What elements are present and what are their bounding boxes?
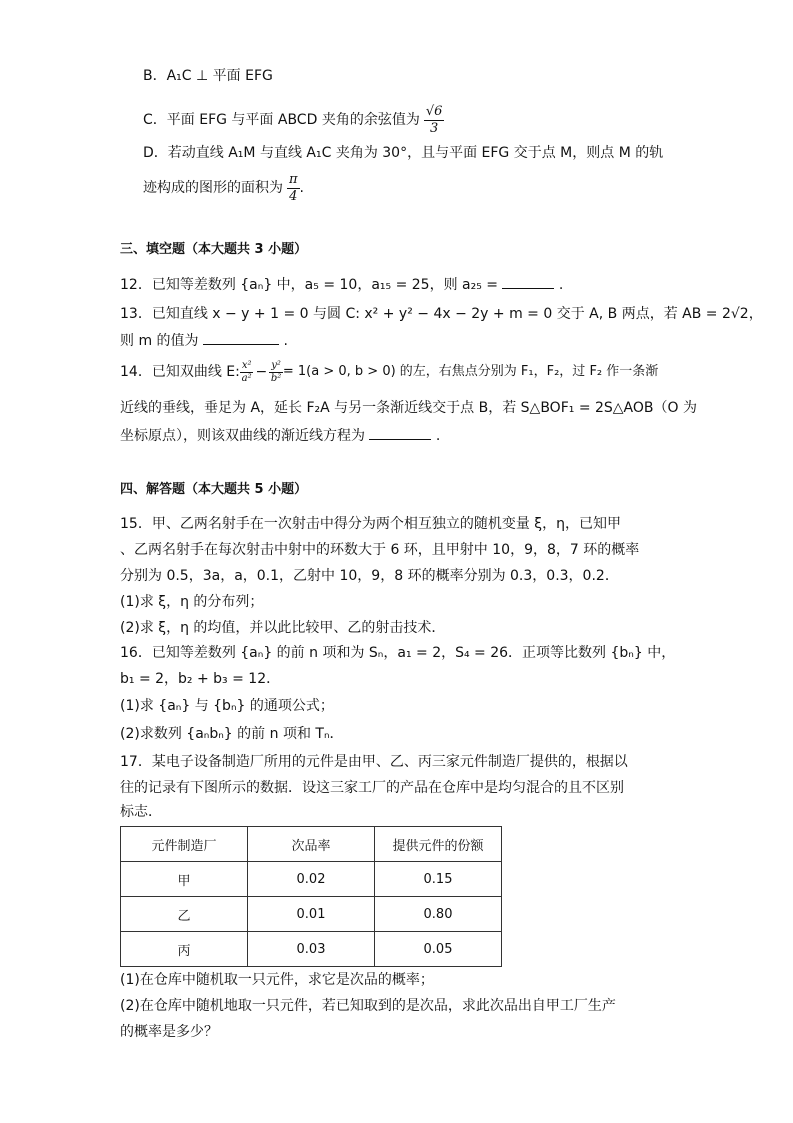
- table-row: [121, 897, 502, 932]
- q12: [120, 274, 563, 295]
- fraction-denominator: b²: [270, 372, 282, 384]
- section-title-answers: 四、解答题（本大题共 5 小题）: [120, 482, 308, 497]
- table-header-cell: 元件制造厂: [121, 827, 248, 862]
- table-row: [121, 862, 502, 897]
- q16-line2: b₁ = 2，b₂ + b₃ = 12．: [120, 671, 281, 687]
- q12-end: .: [558, 277, 564, 293]
- table-cell: 0.05: [375, 932, 502, 967]
- q14-line2: 近线的垂线，垂足为 A，延长 F₂A 与另一条渐近线交于点 B，若 S△BOF₁ = 2S△AOB（O 为: [120, 400, 697, 416]
- q16-sub1: (1)求 {aₙ} 与 {bₙ} 的通项公式；: [120, 698, 334, 714]
- q17-line2: 往的记录有下图所示的数据．设这三家工厂的产品在仓库中是均匀混合的且不区别: [120, 780, 624, 796]
- q14-fraction-x: [240, 360, 254, 385]
- q14-line1: [120, 354, 658, 390]
- table-cell: 0.01: [248, 897, 375, 932]
- q11-option-d-line2: [143, 168, 304, 208]
- table-cell: 甲: [121, 862, 248, 897]
- q11-option-c-fraction: [424, 104, 445, 137]
- q17-line3: 标志．: [120, 804, 162, 820]
- q15-line3: 分别为 0.5，3a，a，0.1，乙射中 10，9，8 环的概率分别为 0.3，0.3，0.2．: [120, 568, 619, 584]
- q13-text: 则 m 的值为: [120, 333, 199, 349]
- q11-option-d-fraction: [287, 172, 300, 205]
- fraction-denominator: 3: [429, 120, 439, 136]
- q13-line2: [120, 330, 288, 351]
- q12-text: 12．已知等差数列 {aₙ} 中，a₅ = 10，a₁₅ = 25，则 a₂₅ =: [120, 277, 499, 293]
- q14-minus: −: [255, 364, 268, 380]
- table-cell: 0.15: [375, 862, 502, 897]
- table-cell: 0.03: [248, 932, 375, 967]
- q11-option-d-line1: D．若动直线 A₁M 与直线 A₁C 夹角为 30°，且与平面 EFG 交于点 M，则点 M 的轨: [143, 145, 664, 161]
- table-header-row: [121, 827, 502, 862]
- table-header-cell: 提供元件的份额: [375, 827, 502, 862]
- fraction-numerator: x²: [241, 359, 252, 371]
- q16-line1: 16．已知等差数列 {aₙ} 的前 n 项和为 Sₙ，a₁ = 2，S₄ = 26．正项等比数列 {bₙ} 中，: [120, 645, 676, 661]
- q11-option-c-text: C．平面 EFG 与平面 ABCD 夹角的余弦值为: [143, 112, 420, 128]
- table-cell: 0.02: [248, 862, 375, 897]
- q11-option-c: [143, 100, 444, 140]
- q14-end: .: [435, 428, 441, 444]
- table-row: [121, 932, 502, 967]
- q15-line2: 、乙两名射手在每次射击中射中的环数大于 6 环，且甲射中 10，9，8，7 环的概率: [120, 542, 640, 558]
- answer-blank: [502, 274, 554, 289]
- fraction-numerator: π: [289, 171, 298, 187]
- section-title-fill-in: 三、填空题（本大题共 3 小题）: [120, 242, 308, 257]
- q11-option-b: B．A₁C ⊥ 平面 EFG: [143, 68, 273, 84]
- q14-pre: 14．已知双曲线 E:: [120, 364, 240, 380]
- q15-sub1: (1)求 ξ，η 的分布列；: [120, 594, 264, 610]
- fraction-denominator: 4: [289, 188, 298, 204]
- q11-option-d-end: .: [299, 180, 304, 196]
- table-header-cell: 次品率: [248, 827, 375, 862]
- q14-post: = 1(a > 0, b > 0) 的左，右焦点分别为 F₁，F₂，过 F₂ 作一条渐: [282, 364, 659, 379]
- answer-blank: [203, 330, 279, 345]
- q11-option-d-text: 迹构成的图形的面积为: [143, 180, 283, 196]
- q17-line1: 17．某电子设备制造厂所用的元件是由甲、乙、丙三家元件制造厂提供的，根据以: [120, 754, 628, 770]
- q16-sub2: (2)求数列 {aₙbₙ} 的前 n 项和 Tₙ．: [120, 726, 344, 742]
- q14-text: 坐标原点），则该双曲线的渐近线方程为: [120, 428, 365, 444]
- q15-line1: 15．甲、乙两名射手在一次射击中得分为两个相互独立的随机变量 ξ，η，已知甲: [120, 516, 621, 532]
- q15-sub2: (2)求 ξ，η 的均值，并以此比较甲、乙的射击技术．: [120, 620, 446, 636]
- q17-sub2-line1: (2)在仓库中随机地取一只元件，若已知取到的是次品，求此次品出自甲工厂生产: [120, 998, 616, 1014]
- q17-sub2-line2: 的概率是多少？: [120, 1024, 218, 1040]
- q14-fraction-y: [269, 360, 283, 385]
- q13-end: .: [283, 333, 288, 349]
- q13-line1: 13．已知直线 x − y + 1 = 0 与圆 C: x² + y² − 4x − 2y + m = 0 交于 A, B 两点，若 AB = 2√2，: [120, 306, 763, 322]
- q14-line3: [120, 425, 440, 446]
- table-cell: 乙: [121, 897, 248, 932]
- table-cell: 丙: [121, 932, 248, 967]
- fraction-denominator: a²: [241, 372, 252, 384]
- fraction-numerator: √6: [425, 103, 443, 119]
- defect-rate-table: [120, 826, 502, 967]
- fraction-numerator: y²: [271, 359, 281, 371]
- q17-sub1: (1)在仓库中随机取一只元件，求它是次品的概率；: [120, 972, 434, 988]
- table-cell: 0.80: [375, 897, 502, 932]
- answer-blank: [369, 425, 431, 440]
